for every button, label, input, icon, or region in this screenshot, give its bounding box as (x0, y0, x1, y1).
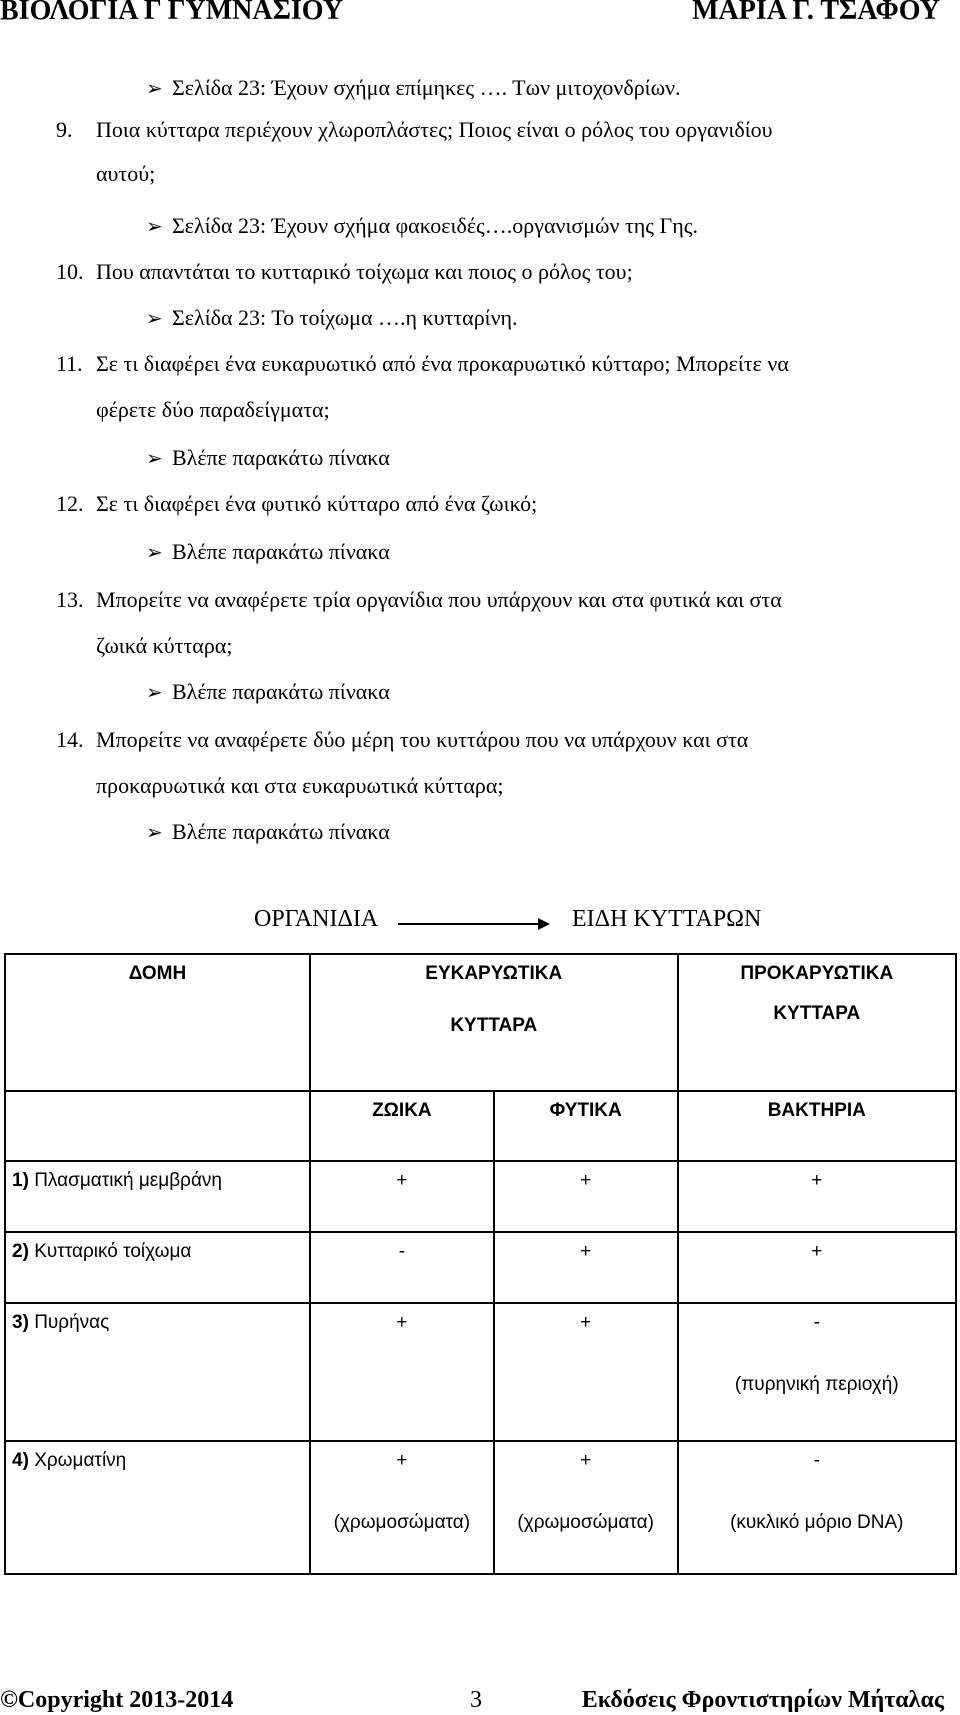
answer-bullet: ➢ Σελίδα 23: Το τοίχωμα ….η κυτταρίνη. (146, 304, 518, 333)
row-label: 1) Πλασματική μεμβράνη (5, 1161, 310, 1232)
question-9-cont: αυτού; (96, 161, 156, 186)
question-13: 13. Μπορείτε να αναφέρετε τρία οργανίδια που υπάρχουν και στα φυτικά και στα (56, 587, 782, 612)
page-header (0, 0, 960, 28)
arrow-bullet-icon: ➢ (146, 542, 163, 564)
question-12: 12. Σε τι διαφέρει ένα φυτικό κύτταρο από ένα ζωικό; (56, 491, 538, 516)
empty-cell (5, 1091, 310, 1161)
arrow-bullet-icon: ➢ (146, 822, 163, 844)
question-14-cont: προκαρυωτικά και στα ευκαρυωτικά κύτταρα; (96, 773, 504, 798)
question-11-cont: φέρετε δύο παραδείγματα; (96, 397, 330, 422)
cell-zoika: + (310, 1161, 494, 1232)
answer-bullet: ➢ Βλέπε παρακάτω πίνακα (146, 538, 390, 567)
answer-bullet: ➢ Σελίδα 23: Έχουν σχήμα φακοειδές….οργανισμών της Γης. (146, 212, 698, 241)
question-11: 11. Σε τι διαφέρει ένα ευκαρυωτικό από ένα προκαρυωτικό κύτταρο; Μπορείτε να (56, 351, 789, 376)
cell-bakthria: + (678, 1161, 956, 1232)
arrow-bullet-icon: ➢ (146, 308, 163, 330)
cell-bakthria: - (πυρηνική περιοχή) (678, 1303, 956, 1441)
table-title-left: ΟΡΓΑΝΙΔΙΑ (254, 906, 379, 932)
header-eukaryotic: ΕΥΚΑΡΥΩΤΙΚΑ ΚΥΤΤΑΡΑ (310, 954, 678, 1091)
table-title-right: ΕΙΔΗ ΚΥΤΤΑΡΩΝ (572, 906, 762, 932)
table-row (5, 1161, 956, 1232)
cell-fytika: + (494, 1232, 678, 1303)
cell-fytika: + (494, 1161, 678, 1232)
row-label: 2) Κυτταρικό τοίχωμα (5, 1232, 310, 1303)
footer-copyright: ©Copyright 2013-2014 (0, 1687, 234, 1713)
table-row (5, 1303, 956, 1441)
question-14: 14. Μπορείτε να αναφέρετε δύο μέρη του κυττάρου που να υπάρχουν και στα (56, 727, 749, 752)
cell-zoika: + (χρωμοσώματα) (310, 1441, 494, 1574)
arrow-bullet-icon: ➢ (146, 448, 163, 470)
question-10: 10. Που απαντάται το κυτταρικό τοίχωμα και ποιος ο ρόλος του; (56, 259, 633, 284)
answer-bullet: ➢ Βλέπε παρακάτω πίνακα (146, 678, 390, 707)
header-subject: ΒΙΟΛΟΓΙΑ Γ ΓΥΜΝΑΣΙΟΥ (0, 0, 344, 26)
cell-comparison-table (4, 953, 957, 1575)
row-label: 4) Χρωματίνη (5, 1441, 310, 1574)
header-prokaryotic: ΠΡΟΚΑΡΥΩΤΙΚΑ ΚΥΤΤΑΡΑ (678, 954, 956, 1091)
cell-bakthria: - (κυκλικό μόριο DNA) (678, 1441, 956, 1574)
page-number: 3 (470, 1687, 482, 1713)
question-9: 9. Ποια κύτταρα περιέχουν χλωροπλάστες; Ποιος είναι ο ρόλος του οργανιδίου (56, 117, 773, 142)
arrow-bullet-icon: ➢ (146, 216, 163, 238)
header-zoika: ΖΩΙΚΑ (310, 1091, 494, 1161)
table-title (0, 906, 960, 940)
cell-fytika: + (494, 1303, 678, 1441)
right-arrow-icon (398, 923, 548, 925)
footer-publisher: Εκδόσεις Φροντιστηρίων Μήταλας (581, 1687, 944, 1713)
cell-bakthria: + (678, 1232, 956, 1303)
answer-bullet: ➢ Σελίδα 23: Έχουν σχήμα επίμηκες …. Των μιτοχονδρίων. (146, 74, 681, 103)
answer-bullet: ➢ Βλέπε παρακάτω πίνακα (146, 444, 390, 473)
arrow-bullet-icon: ➢ (146, 78, 163, 100)
question-13-cont: ζωικά κύτταρα; (96, 633, 233, 658)
table-row (5, 1232, 956, 1303)
header-domi: ΔΟΜΗ (5, 954, 310, 1091)
cell-fytika: + (χρωμοσώματα) (494, 1441, 678, 1574)
row-label: 3) Πυρήνας (5, 1303, 310, 1441)
header-fytika: ΦΥΤΙΚΑ (494, 1091, 678, 1161)
arrow-bullet-icon: ➢ (146, 682, 163, 704)
table-row (5, 1441, 956, 1574)
answer-bullet: ➢ Βλέπε παρακάτω πίνακα (146, 818, 390, 847)
cell-zoika: + (310, 1303, 494, 1441)
page-footer (0, 1685, 960, 1715)
header-bakthria: ΒΑΚΤΗΡΙΑ (678, 1091, 956, 1161)
header-author: ΜΑΡΙΑ Γ. ΤΣΑΦΟΥ (692, 0, 940, 26)
cell-zoika: - (310, 1232, 494, 1303)
